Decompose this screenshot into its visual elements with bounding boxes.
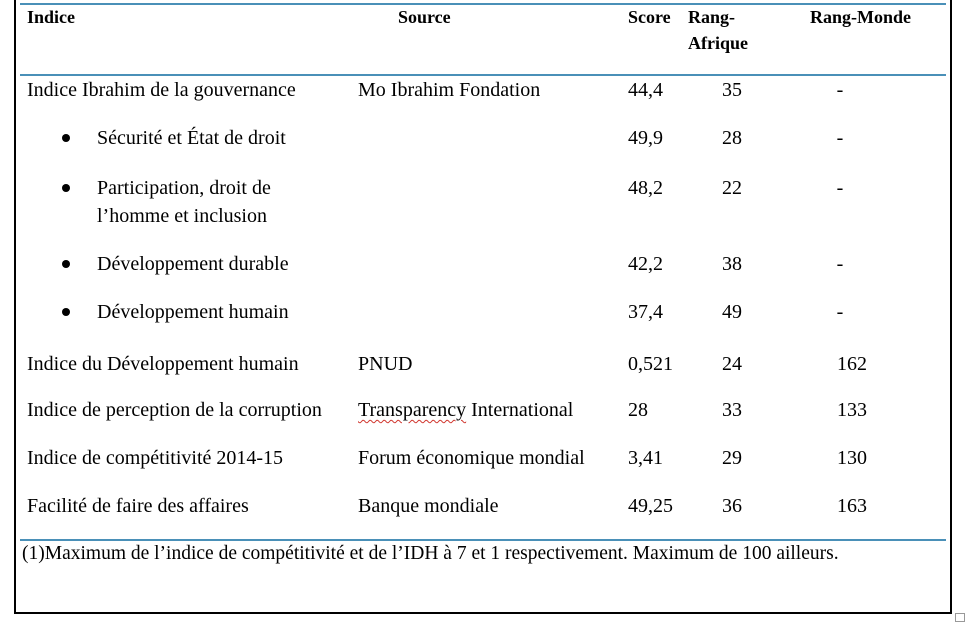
row-indice: Développement durable [97,253,289,275]
spellcheck-word[interactable]: Transparency [358,399,467,421]
row-rang-afrique: 28 [722,127,742,149]
row-indice: Sécurité et État de droit [97,127,286,149]
row-rang-monde: - [836,177,844,199]
row-indice: Indice de perception de la corruption [27,399,322,421]
row-rang-monde: 163 [837,495,867,517]
row-rang-afrique: 24 [722,353,742,375]
row-rang-monde: - [836,79,844,101]
row-source: Mo Ibrahim Fondation [358,79,541,101]
row-indice: Indice de compétitivité 2014-15 [27,447,284,469]
row-indice: Indice du Développement humain [27,353,299,375]
row-source: PNUD [358,353,413,375]
row-source: Forum économique mondial [358,447,585,469]
bullet-icon [62,134,70,142]
row-rang-afrique: 36 [722,495,742,517]
bullet-icon [62,260,70,268]
row-rang-monde: 133 [837,399,867,421]
row-rang-monde: 162 [837,353,867,375]
row-rang-monde: 130 [837,447,867,469]
row-rang-afrique: 35 [722,79,742,101]
row-indice: Indice Ibrahim de la gouvernance [27,79,296,101]
resize-handle-icon[interactable] [955,613,965,622]
row-score: 0,521 [628,353,673,375]
row-rang-afrique: 22 [722,177,742,199]
row-score: 42,2 [628,253,663,275]
header-rang-afrique-line2: Afrique [688,33,748,53]
row-rang-afrique: 49 [722,301,742,323]
row-indice: Facilité de faire des affaires [27,495,249,517]
header-score: Score [628,7,671,27]
row-rang-monde: - [836,253,844,275]
row-score: 37,4 [628,301,663,323]
bullet-icon [62,308,70,316]
row-indice-line1: Participation, droit de [97,177,271,199]
header-rang-monde: Rang-Monde [810,7,912,27]
row-score: 49,9 [628,127,663,149]
row-rang-afrique: 38 [722,253,742,275]
row-score: 28 [628,399,648,421]
row-rang-monde: - [836,127,844,149]
row-indice: Développement humain [97,301,289,323]
header-top-rule [20,3,946,5]
bullet-icon [62,184,70,192]
header-source: Source [398,7,451,27]
row-source [358,396,573,424]
row-source: Banque mondiale [358,495,499,517]
row-indice-line2: l’homme et inclusion [97,205,267,227]
row-rang-afrique: 33 [722,399,742,421]
header-rang-afrique-line1: Rang- [688,7,736,27]
row-score: 44,4 [628,79,663,101]
row-score: 49,25 [628,495,673,517]
row-source-rest: International [466,399,574,421]
header-indice: Indice [27,7,76,27]
row-rang-afrique: 29 [722,447,742,469]
row-score: 48,2 [628,177,663,199]
row-score: 3,41 [628,447,663,469]
row-rang-monde: - [836,301,844,323]
footnote: (1)Maximum de l’indice de compétitivité et de l’IDH à 7 et 1 respectivement. Maximum de 100 ailleurs. [22,543,839,564]
